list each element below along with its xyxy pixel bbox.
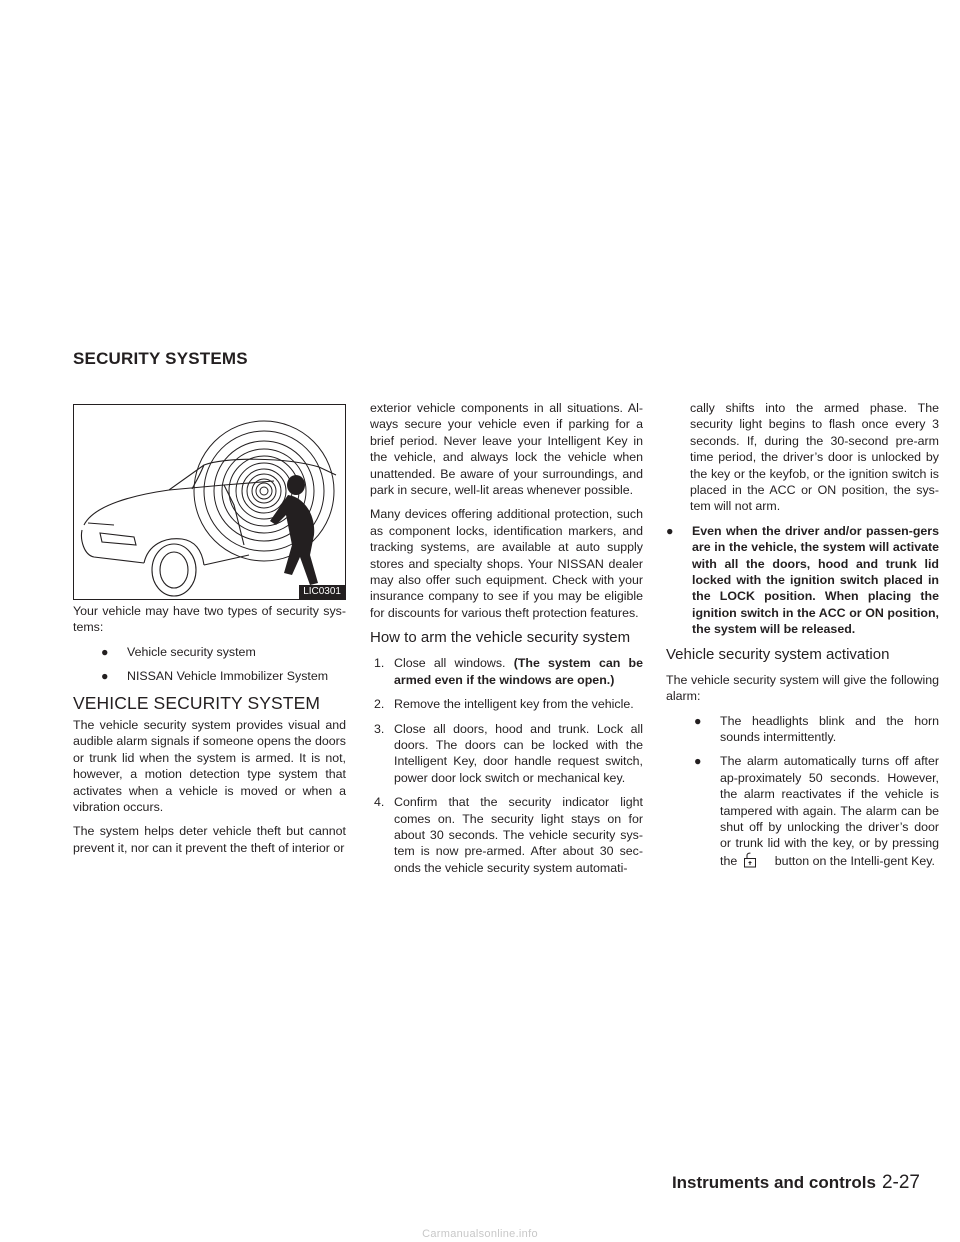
warning-text: Even when the driver and/or passen-gers are in the vehicle, the system will activate with all the doors, hood and trunk lid locked with the ignition switch placed in the LOCK position. When placing the ignition switch in the ACC or ON position, the system will be released. [692,523,939,637]
list-item [666,713,939,746]
unlock-key-icon [743,852,757,868]
step-item [370,696,643,712]
column-1 [73,404,346,864]
column-3 [666,400,939,877]
list-item-text-part: The alarm automatically turns off after ap-proximately 50 seconds. However, the alarm reactivates if the vehicle is tampered with again. The alarm can be shut off by unlocking the driver’s door or trunk lid with the key, or by pressing the [720,754,939,868]
step-text: Remove the intelligent key from the vehicle. [394,697,634,712]
bullet-icon: ● [694,754,702,769]
intro-paragraph: Your vehicle may have two types of security sys-tems: [73,604,346,635]
step-text-plain: Close all windows. [394,656,506,671]
step-item [370,655,643,688]
paragraph: Many devices offering additional protection, such as component locks, identification markers, and tracking systems, are available at auto supply stores and specialty shops. Your NISSAN dealer may also offer such equipment. Check with your insurance company to see if you may be eligible for discounts for various theft protection features. [370,507,643,620]
page-footer [672,1172,920,1194]
list-item [73,668,346,684]
step-number: 3. [374,721,385,736]
figure-code: LIC0301 [299,585,345,599]
warning-bullet [666,523,939,638]
step-number: 4. [374,795,385,810]
paragraph: The system helps deter vehicle theft but cannot prevent it, nor can it prevent the theft of interior or [73,824,346,855]
step-number: 2. [374,697,385,712]
step-continuation: cally shifts into the armed phase. The security light begins to flash once every 3 seconds. If, during the 30-second pre-arm time period, the driver’s door is unlocked by the key or the keyfob, or the ignition switch is placed in the ACC or ON position, the sys-tem will not arm. [690,401,939,514]
list-item-text [720,753,939,869]
section-title: SECURITY SYSTEMS [73,349,248,368]
step-item [370,794,643,876]
step-text-bold: (The system can be armed even if the windows are open.) [394,656,643,687]
list-item-text: Vehicle security system [127,644,256,659]
list-item-text-part: button on the Intelli-gent Key. [774,853,935,868]
footer-section: Instruments and controls [671,1173,876,1192]
watermark[interactable]: Carmanualsonline.info [422,1228,538,1240]
paragraph: The vehicle security system will give the following alarm: [666,672,939,704]
list-item [73,644,346,660]
bullet-icon: ● [694,713,702,728]
paragraph: The vehicle security system provides visual and audible alarm signals if someone opens the doors or trunk lid when the system is armed. It is not, however, a motion detection type system that activates when a vehicle is moved or when a vibration occurs. [73,718,346,815]
list-item-text: NISSAN Vehicle Immobilizer System [127,669,329,684]
paragraph: exterior vehicle components in all situations. Al-ways secure your vehicle even if parking for a brief period. Never leave your Intelligent Key in the vehicle, and always lock the vehicle when unattended. Be aware of your surroundings, and park in secure, well-lit areas whenever possible. [370,401,643,498]
car-alarm-illustration-icon [74,405,345,599]
column-2 [370,400,643,884]
list-item-text: The headlights blink and the horn sounds intermittently. [720,713,939,744]
subsection-heading: Vehicle security system activation [666,645,890,663]
page-number: 2-27 [881,1172,920,1193]
list-item [666,753,939,869]
bullet-icon: ● [101,644,109,659]
bullet-icon: ● [101,669,109,684]
step-number: 1. [374,656,385,671]
security-illustration [73,404,346,600]
subsection-heading: How to arm the vehicle security system [370,629,631,647]
step-text: Close all doors, hood and trunk. Lock all doors. The doors can be locked with the Intelligent Key, door handle request switch, power door lock switch or mechanical key. [394,721,643,785]
step-text: Confirm that the security indicator light comes on. The security light stays on for about 30 seconds. The vehicle security sys-tem is now pre-armed. After about 30 sec-onds the vehicle security system automati- [394,795,643,875]
step-text [394,655,643,688]
step-item [370,721,643,787]
bullet-icon: ● [666,523,674,538]
section-heading: VEHICLE SECURITY SYSTEM [73,692,321,713]
